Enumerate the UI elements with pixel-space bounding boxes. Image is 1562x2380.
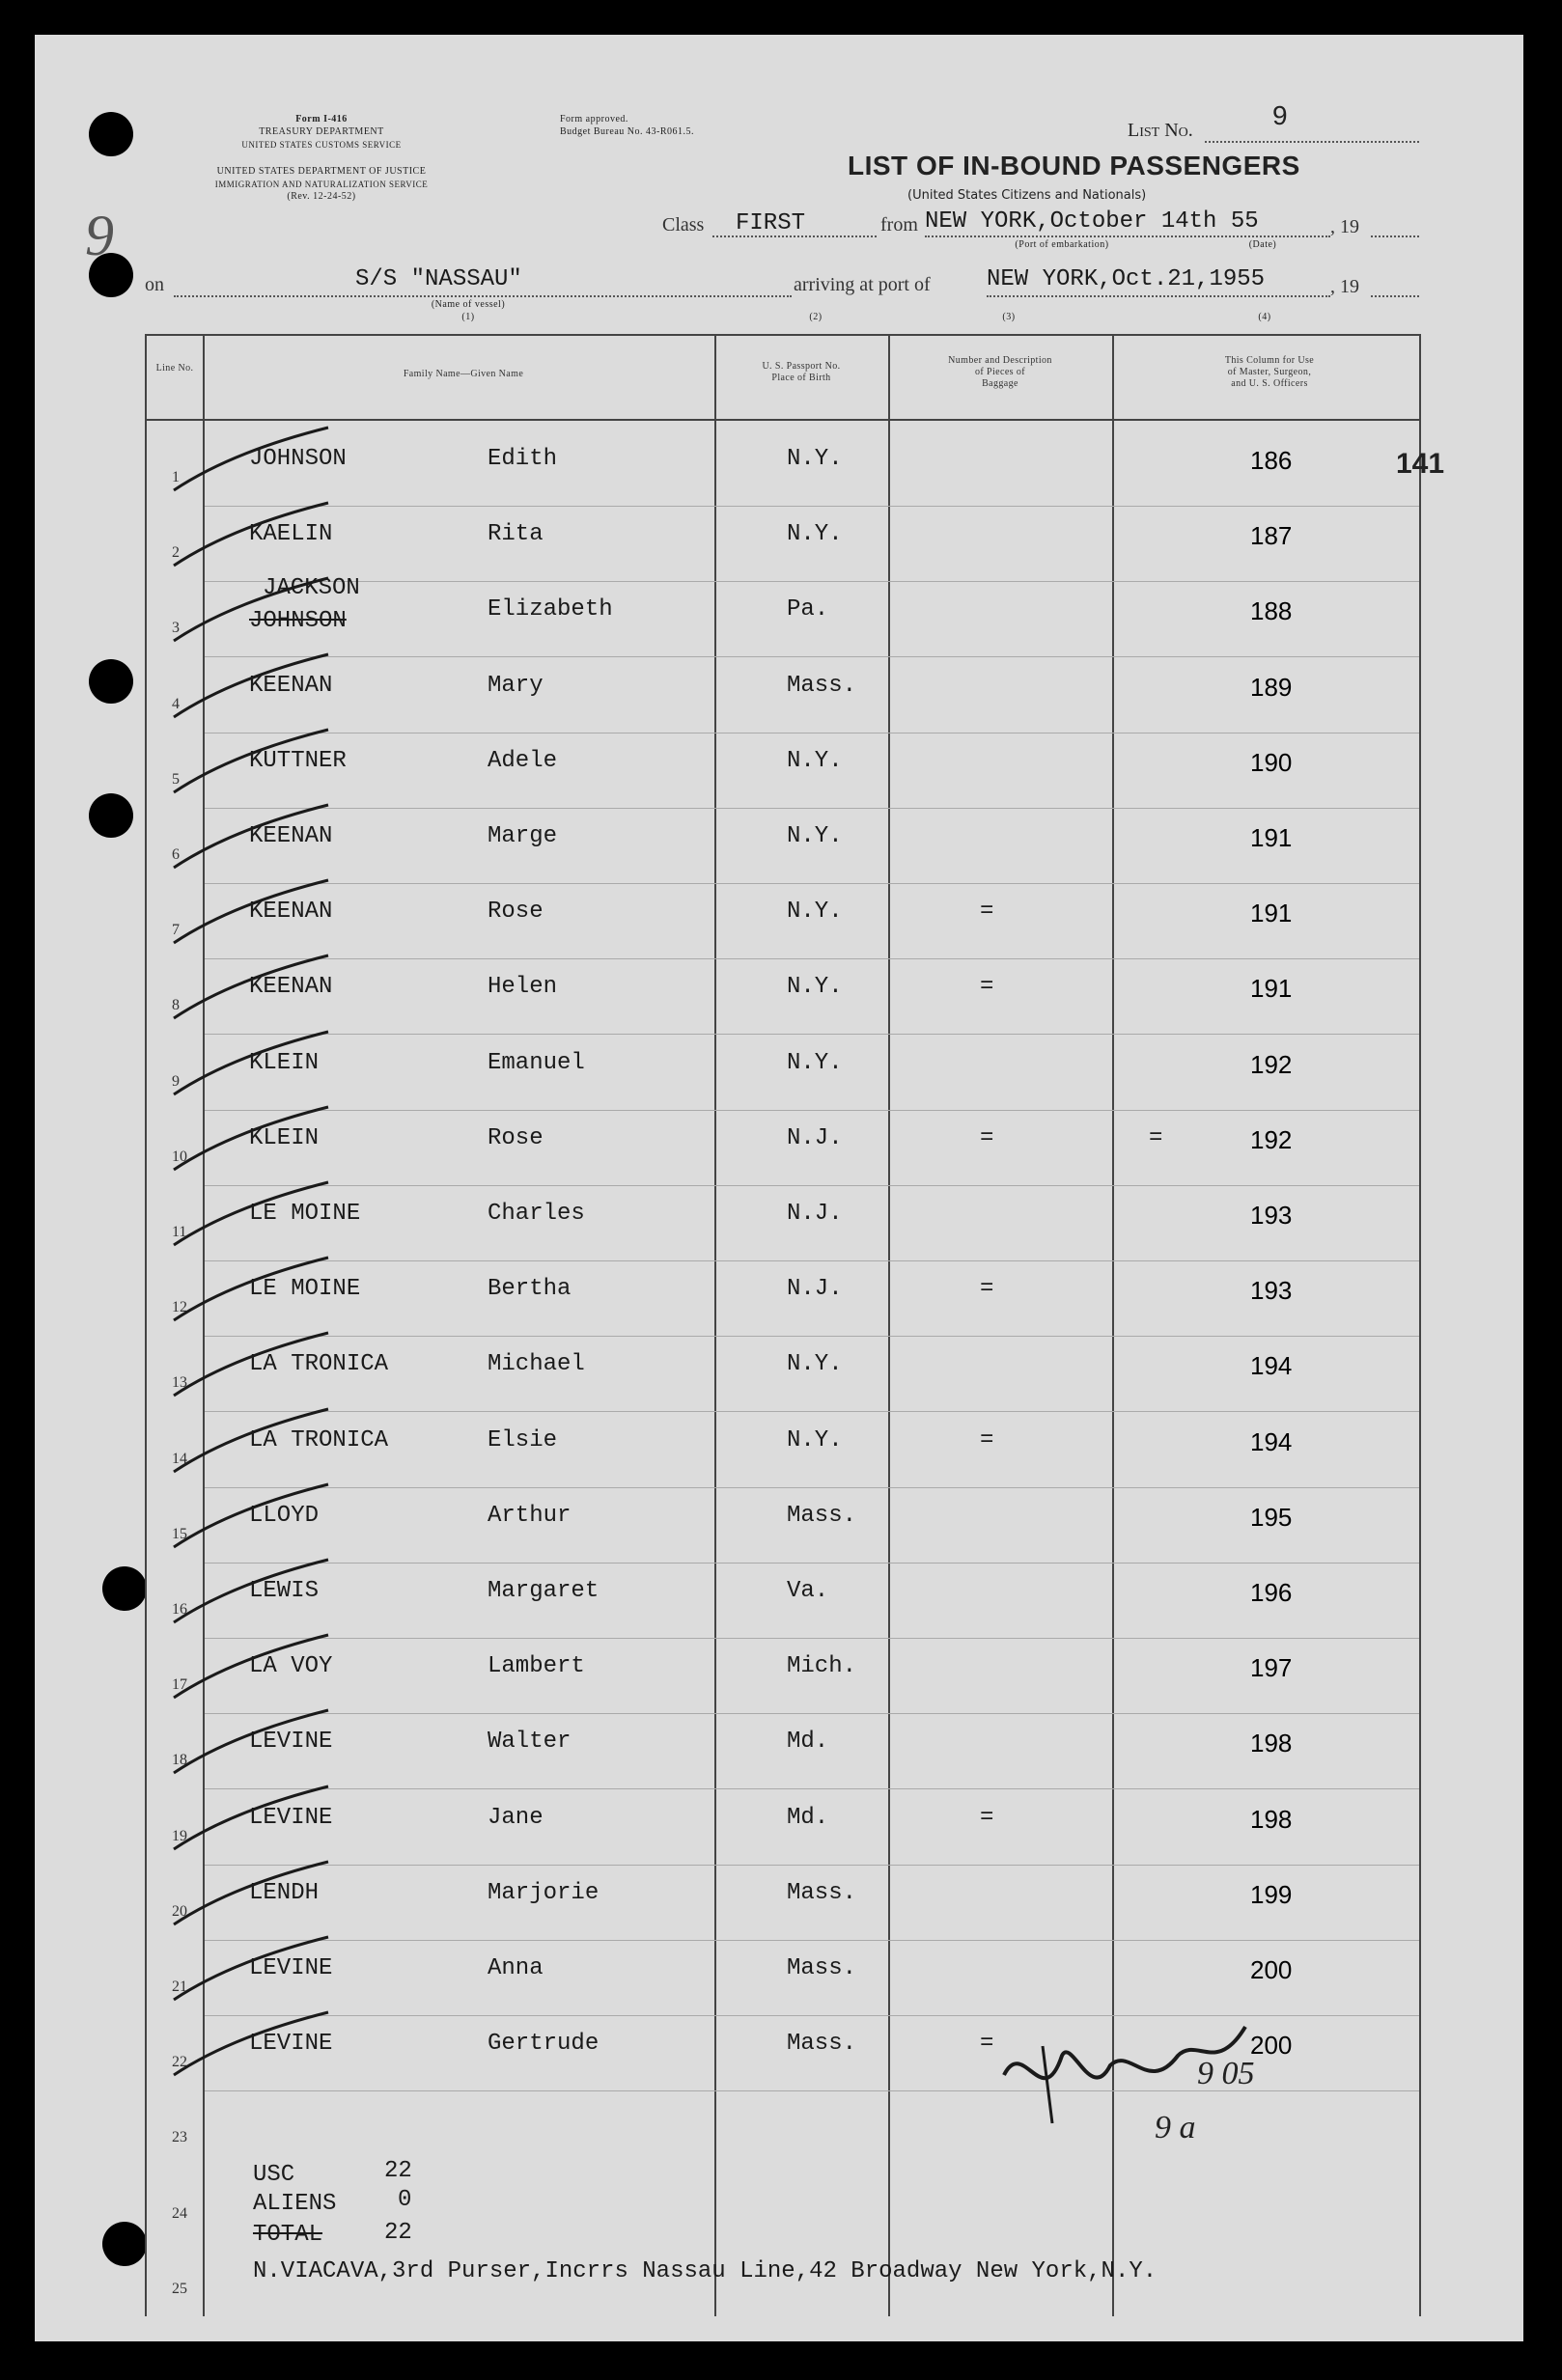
immigration-service: IMMIGRATION AND NATURALIZATION SERVICE (214, 180, 429, 189)
row-rule (205, 656, 1419, 657)
column-header-baggage-1: Number and Description (948, 355, 1052, 366)
budget-bureau: Budget Bureau No. 43-R061.5. (560, 126, 694, 137)
row-rule (205, 1563, 1419, 1564)
row-rule (205, 1713, 1419, 1714)
place-of-birth: N.Y. (787, 823, 843, 849)
row-rule (205, 1638, 1419, 1639)
baggage-ditto: = (980, 2031, 994, 2058)
list-no-label: List No. (1128, 120, 1193, 141)
place-of-birth: N.Y. (787, 1351, 843, 1378)
table-row (0, 1867, 1562, 1942)
year-suffix-1: , 19 (1330, 216, 1359, 237)
column-header-baggage-3: Baggage (982, 378, 1018, 389)
table-row (0, 432, 1562, 508)
family-name: JOHNSON (249, 446, 347, 472)
table-row (0, 2169, 1562, 2244)
check-mark-icon (154, 1555, 348, 1632)
on-label: on (145, 274, 164, 295)
family-name: LEVINE (249, 1804, 333, 1831)
table-row (0, 1942, 1562, 2017)
line-number: 9 (172, 1072, 180, 1090)
given-name: Walter (488, 1729, 572, 1756)
aliens-value: 0 (398, 2187, 412, 2213)
family-name: LEVINE (249, 1955, 333, 1981)
caption-4: (4) (1258, 312, 1271, 322)
table-row (0, 2092, 1562, 2168)
given-name: Marjorie (488, 1879, 600, 1906)
place-of-birth: N.J. (787, 1276, 843, 1303)
given-name: Arthur (488, 1502, 572, 1529)
row-rule (205, 1260, 1419, 1261)
family-name-correction: JACKSON (263, 575, 360, 602)
column-header-name: Family Name—Given Name (403, 369, 524, 379)
line-number: 6 (172, 846, 180, 863)
given-name: Bertha (488, 1276, 572, 1303)
line-number: 13 (172, 1374, 187, 1392)
given-name: Charles (488, 1201, 585, 1227)
officer-number: 193 (1250, 1276, 1293, 1306)
given-name: Edith (488, 446, 558, 472)
column-header-baggage (898, 355, 1102, 390)
line-number: 19 (172, 1827, 187, 1844)
given-name: Jane (488, 1804, 544, 1831)
officer-number: 189 (1250, 672, 1293, 702)
table-row (0, 508, 1562, 583)
table-top-border (145, 334, 1421, 336)
margin-note: 9 (85, 204, 114, 267)
officer-number: 196 (1250, 1578, 1293, 1607)
total-label: TOTAL (253, 2222, 323, 2248)
vessel-name: S/S "NASSAU" (355, 266, 522, 292)
column-header-line-no: Line No. (155, 363, 194, 374)
line-number: 11 (172, 1224, 187, 1240)
check-mark-icon (154, 1782, 348, 1859)
row-rule (205, 506, 1419, 507)
given-name: Elsie (488, 1426, 558, 1453)
given-name: Gertrude (488, 2031, 600, 2058)
check-mark-icon (154, 875, 348, 953)
class-value: FIRST (736, 210, 806, 236)
table-row (0, 1112, 1562, 1187)
table-row (0, 1791, 1562, 1867)
table-row (0, 659, 1562, 734)
place-of-birth: Mass. (787, 2031, 857, 2058)
date-caption: (Date) (1248, 239, 1277, 250)
revision-date: (Rev. 12-24-52) (287, 191, 356, 202)
row-rule (205, 883, 1419, 884)
family-name: LA TRONICA (249, 1351, 389, 1378)
check-mark-icon (154, 1857, 348, 1934)
line-number: 17 (172, 1676, 187, 1694)
officer-number: 191 (1250, 899, 1293, 928)
table-row (0, 1187, 1562, 1262)
port-embarkation-caption: (Port of embarkation) (1015, 239, 1109, 250)
family-name: LEWIS (249, 1578, 320, 1604)
page-stamp: 141 (1396, 448, 1445, 480)
given-name: Rita (488, 521, 544, 548)
table-row (0, 1414, 1562, 1489)
place-of-birth: Md. (787, 1729, 829, 1756)
usc-value: 22 (384, 2158, 412, 2184)
arriving-label: arriving at port of (794, 274, 931, 295)
family-name: KEENAN (249, 974, 333, 1001)
row-rule (205, 2015, 1419, 2016)
row-rule (205, 581, 1419, 582)
officer-number: 186 (1250, 446, 1293, 475)
place-of-birth: N.Y. (787, 446, 843, 472)
check-mark-icon (154, 1705, 348, 1783)
place-of-birth: N.Y. (787, 1049, 843, 1076)
table-row (0, 734, 1562, 810)
baggage-ditto: = (980, 1276, 994, 1303)
place-of-birth: Pa. (787, 596, 829, 623)
family-name: KAELIN (249, 521, 333, 548)
arriving-line (987, 295, 1330, 297)
place-of-birth: Mass. (787, 672, 857, 699)
given-name: Helen (488, 974, 558, 1001)
line-number: 22 (172, 2054, 187, 2071)
row-rule (205, 1034, 1419, 1035)
year-suffix-2: , 19 (1330, 276, 1359, 297)
table-row (0, 1262, 1562, 1338)
table-row (0, 1564, 1562, 1640)
check-mark-icon (154, 1328, 348, 1405)
column-header-officers (1130, 355, 1409, 390)
check-mark-icon (154, 423, 348, 500)
officer-number: 192 (1250, 1124, 1293, 1154)
table-row (0, 1037, 1562, 1112)
place-of-birth: Mass. (787, 1879, 857, 1906)
family-name: LENDH (249, 1879, 320, 1906)
family-name: JOHNSON (249, 608, 347, 635)
check-mark-icon (154, 573, 348, 650)
list-no-line (1205, 141, 1419, 143)
place-of-birth: N.J. (787, 1124, 843, 1151)
family-name: KLEIN (249, 1124, 320, 1151)
given-name: Mary (488, 672, 544, 699)
document-subtitle: (United States Citizens and Nationals) (907, 188, 1147, 203)
officer-ditto: = (1149, 1124, 1163, 1151)
line-number: 5 (172, 770, 180, 788)
row-rule (205, 1940, 1419, 1941)
table-row (0, 810, 1562, 885)
check-mark-icon (154, 2007, 348, 2085)
justice-dept: UNITED STATES DEPARTMENT OF JUSTICE (216, 166, 427, 177)
check-mark-icon (154, 1027, 348, 1104)
check-mark-icon (154, 498, 348, 575)
place-of-birth: Va. (787, 1578, 829, 1604)
line-number: 25 (172, 2280, 187, 2297)
column-header-officers-2: of Master, Surgeon, (1227, 367, 1312, 377)
arriving-value: NEW YORK,Oct.21,1955 (987, 266, 1266, 292)
place-of-birth: N.Y. (787, 974, 843, 1001)
check-mark-icon (154, 800, 348, 877)
row-rule (205, 958, 1419, 959)
family-name: LA TRONICA (249, 1426, 389, 1453)
table-row (0, 960, 1562, 1036)
given-name: Margaret (488, 1578, 600, 1604)
row-rule (205, 1336, 1419, 1337)
line-number: 7 (172, 922, 180, 939)
from-value: NEW YORK,October 14th 55 (925, 208, 1259, 235)
officer-number: 195 (1250, 1502, 1293, 1532)
vessel-line (174, 295, 792, 297)
place-of-birth: N.Y. (787, 747, 843, 774)
table-header-border (145, 419, 1421, 421)
place-of-birth: Md. (787, 1804, 829, 1831)
family-name: KEENAN (249, 823, 333, 849)
given-name: Emanuel (488, 1049, 585, 1076)
total-value: 22 (384, 2220, 412, 2246)
line-number: 16 (172, 1601, 187, 1618)
check-mark-icon (154, 1404, 348, 1481)
column-header-baggage-2: of Pieces of (974, 367, 1025, 377)
given-name: Anna (488, 1955, 544, 1981)
line-number: 12 (172, 1299, 187, 1316)
place-of-birth: N.J. (787, 1201, 843, 1227)
officer-number: 200 (1250, 1955, 1293, 1984)
table-row (0, 2017, 1562, 2092)
year-line-1 (1371, 235, 1419, 237)
line-number: 24 (172, 2204, 187, 2222)
line-number: 4 (172, 695, 180, 712)
binder-hole (89, 112, 133, 156)
line-number: 2 (172, 544, 180, 562)
table-row (0, 1489, 1562, 1564)
baggage-ditto: = (980, 1124, 994, 1151)
row-rule (205, 1185, 1419, 1186)
column-header-passport-1: U. S. Passport No. (762, 361, 841, 372)
baggage-ditto: = (980, 1426, 994, 1453)
officer-number: 191 (1250, 823, 1293, 852)
officer-number: 198 (1250, 1804, 1293, 1834)
check-mark-icon (154, 725, 348, 802)
line-number: 1 (172, 469, 180, 485)
row-rule (205, 808, 1419, 809)
given-name: Rose (488, 1124, 544, 1151)
row-rule (205, 1411, 1419, 1412)
place-of-birth: Mass. (787, 1502, 857, 1529)
baggage-ditto: = (980, 974, 994, 1001)
family-name: LLOYD (249, 1502, 320, 1529)
officer-number: 188 (1250, 596, 1293, 626)
officer-number: 190 (1250, 747, 1293, 777)
place-of-birth: Mich. (787, 1653, 857, 1680)
given-name: Lambert (488, 1653, 585, 1680)
family-name: LE MOINE (249, 1201, 361, 1227)
caption-1: (1) (461, 312, 475, 322)
list-no-value: 9 (1272, 100, 1288, 130)
form-number: Form I-416 (295, 114, 348, 125)
officer-number: 198 (1250, 1729, 1293, 1758)
table-row (0, 1715, 1562, 1790)
signature-note-2: 9 a (1155, 2110, 1196, 2145)
row-rule (205, 1865, 1419, 1866)
form-approved: Form approved. (560, 114, 628, 125)
given-name: Rose (488, 899, 544, 926)
customs-service: UNITED STATES CUSTOMS SERVICE (241, 140, 402, 150)
from-line (925, 235, 1330, 237)
column-header-officers-1: This Column for Use (1224, 355, 1315, 366)
officer-number: 200 (1250, 2031, 1293, 2061)
purser-line: N.VIACAVA,3rd Purser,Incrrs Nassau Line,42 Broadway New York,N.Y. (253, 2258, 1158, 2284)
document-title: LIST OF IN-BOUND PASSENGERS (848, 151, 1300, 180)
treasury-dept: TREASURY DEPARTMENT (259, 126, 384, 137)
caption-2: (2) (809, 312, 823, 322)
line-number: 20 (172, 1902, 187, 1920)
officer-number: 197 (1250, 1653, 1293, 1683)
class-label: Class (662, 214, 705, 235)
check-mark-icon (154, 1102, 348, 1179)
officer-number: 187 (1250, 521, 1293, 551)
line-number: 21 (172, 1979, 187, 1995)
given-name: Marge (488, 823, 558, 849)
caption-3: (3) (1002, 312, 1016, 322)
family-name: KEENAN (249, 672, 333, 699)
place-of-birth: Mass. (787, 1955, 857, 1981)
check-mark-icon (154, 650, 348, 727)
officer-number: 191 (1250, 974, 1293, 1004)
family-name: LEVINE (249, 2031, 333, 2058)
baggage-ditto: = (980, 1804, 994, 1831)
row-rule (205, 1487, 1419, 1488)
baggage-ditto: = (980, 899, 994, 926)
column-header-passport (724, 361, 879, 384)
family-name: LA VOY (249, 1653, 333, 1680)
row-rule (205, 1788, 1419, 1789)
officer-number: 194 (1250, 1426, 1293, 1456)
family-name: LE MOINE (249, 1276, 361, 1303)
check-mark-icon (154, 1177, 348, 1255)
line-number: 15 (172, 1525, 187, 1542)
check-mark-icon (154, 951, 348, 1028)
officer-number: 193 (1250, 1201, 1293, 1230)
line-number: 14 (172, 1450, 187, 1467)
from-label: from (880, 214, 918, 235)
family-name: KEENAN (249, 899, 333, 926)
vessel-caption: (Name of vessel) (431, 299, 506, 310)
aliens-label: ALIENS (253, 2191, 337, 2217)
line-number: 10 (172, 1148, 187, 1165)
signature-note: 9 05 (1197, 2056, 1255, 2091)
usc-label: USC (253, 2162, 295, 2188)
table-row (0, 1338, 1562, 1413)
officer-number: 199 (1250, 1879, 1293, 1909)
family-name: LEVINE (249, 1729, 333, 1756)
given-name: Adele (488, 747, 558, 774)
officer-number: 194 (1250, 1351, 1293, 1381)
column-header-passport-2: Place of Birth (771, 373, 831, 383)
check-mark-icon (154, 1630, 348, 1707)
place-of-birth: N.Y. (787, 521, 843, 548)
check-mark-icon (154, 1480, 348, 1557)
line-number: 3 (172, 620, 180, 637)
given-name: Michael (488, 1351, 585, 1378)
column-header-officers-3: and U. S. Officers (1231, 378, 1308, 389)
given-name: Elizabeth (488, 596, 613, 623)
place-of-birth: N.Y. (787, 1426, 843, 1453)
table-row (0, 885, 1562, 960)
line-number: 23 (172, 2129, 187, 2146)
line-number: 18 (172, 1752, 187, 1769)
officer-number: 192 (1250, 1049, 1293, 1079)
row-rule (205, 1110, 1419, 1111)
family-name: KLEIN (249, 1049, 320, 1076)
table-row (0, 1640, 1562, 1715)
family-name: KUTTNER (249, 747, 347, 774)
table-row (0, 575, 1562, 658)
year-line-2 (1371, 295, 1419, 297)
check-mark-icon (154, 1253, 348, 1330)
place-of-birth: N.Y. (787, 899, 843, 926)
check-mark-icon (154, 1932, 348, 2009)
line-number: 8 (172, 997, 180, 1014)
